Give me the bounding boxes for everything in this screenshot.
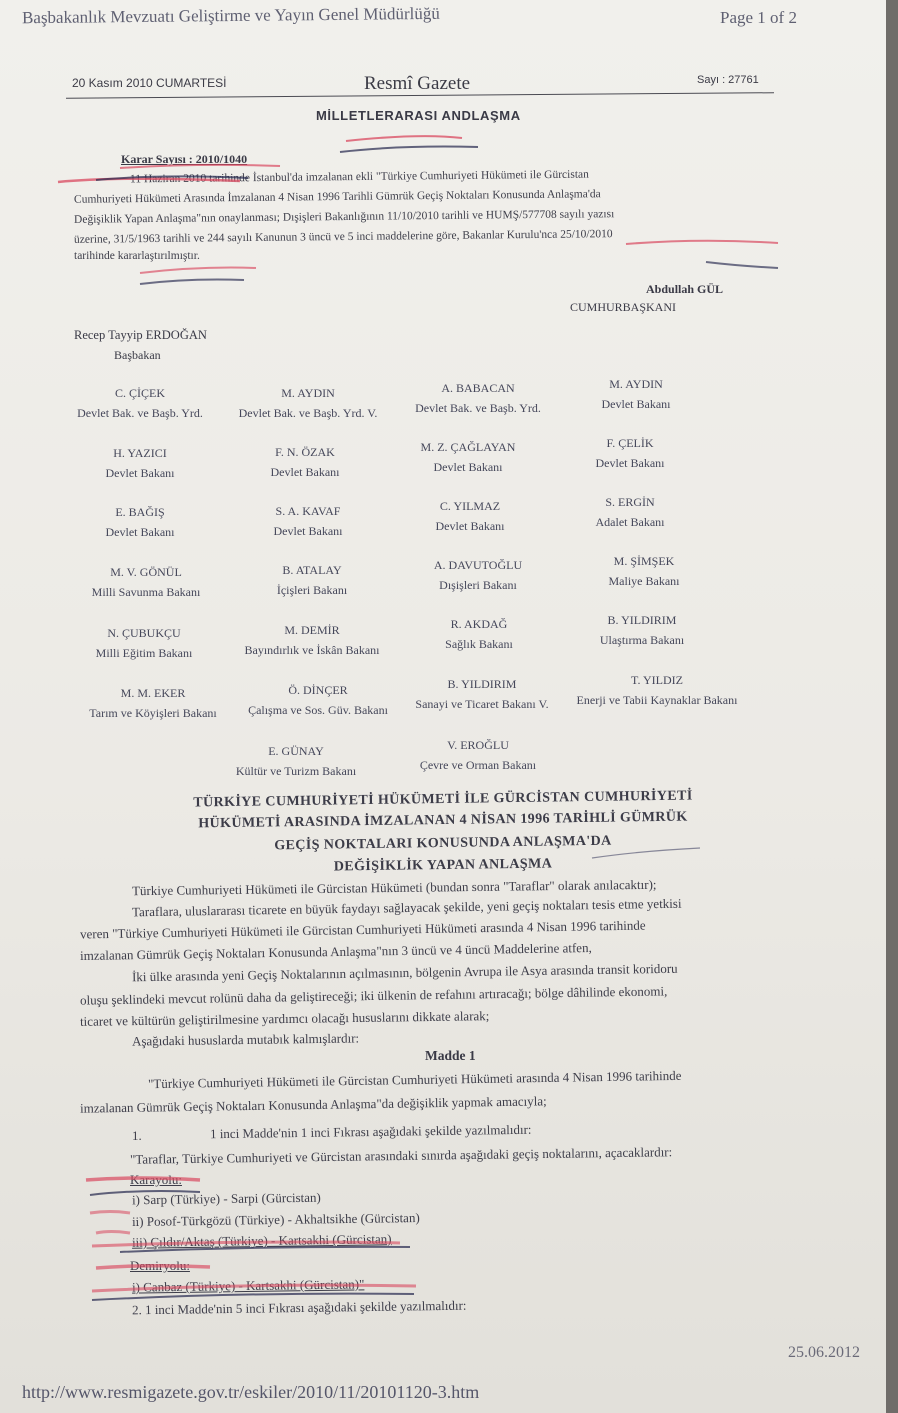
minister-title: Devlet Bakanı xyxy=(270,465,340,479)
decision-line: tarihinde kararlaştırılmıştır. xyxy=(74,250,200,262)
agreement-title-line: GEÇİŞ NOKTALARI KONUSUNDA ANLAŞMA'DA xyxy=(274,833,612,854)
minister-name: N. ÇUBUKÇU xyxy=(107,626,181,640)
agreement-title-line: TÜRKİYE CUMHURİYETİ HÜKÜMETİ İLE GÜRCİSTAN CUMHURİYETİ xyxy=(193,788,693,811)
decision-line: Değişiklik Yapan Anlaşma"nın onaylanması; Dışişleri Bakanlığının 11/10/2010 tarihli ve HUMŞ/577708 sayılı yazısı xyxy=(73,208,615,226)
minister-title: Devlet Bak. ve Başb. Yrd. xyxy=(415,401,541,415)
section-title: MİLLETLERARASI ANDLAŞMA xyxy=(316,108,521,123)
minister-name: B. YILDIRIM xyxy=(447,677,517,691)
red-pen-highlight xyxy=(96,1232,130,1234)
agreement-title-line: DEĞİŞİKLİK YAPAN ANLAŞMA xyxy=(333,856,553,875)
minister-title: Tarım ve Köyişleri Bakanı xyxy=(89,706,217,720)
minister-name: M. DEMİR xyxy=(284,623,340,637)
red-pen-underline xyxy=(140,268,256,273)
road-item: ii) Posof-Türkgözü (Türkiye) - Akhaltsikhe (Gürcistan) xyxy=(131,1209,420,1230)
gazette-issue: Sayı : 27761 xyxy=(697,74,759,86)
road-heading: Karayolu: xyxy=(130,1172,182,1187)
minister-name: M. AYDIN xyxy=(609,377,663,391)
minister-title: Devlet Bakanı xyxy=(595,456,665,470)
red-pen-highlight xyxy=(92,1285,416,1291)
dark-pen-underline xyxy=(340,147,478,152)
minister-name: C. ÇİÇEK xyxy=(114,386,166,400)
minister-title: Milli Eğitim Bakanı xyxy=(95,646,193,660)
decision-line: üzerine, 31/5/1963 tarihli ve 244 sayılı Kanunun 3 üncü ve 5 inci maddelerine göre, Bakanlar Kurulu'nca 25/10/2010 xyxy=(73,228,613,246)
minister-name: H. YAZICI xyxy=(113,446,167,460)
red-pen-underline xyxy=(120,165,280,168)
red-pen-highlight xyxy=(92,1242,400,1246)
minister-name: B. ATALAY xyxy=(282,563,342,577)
minister-title: Milli Savunma Bakanı xyxy=(91,585,201,599)
minister-name: E. BAĞIŞ xyxy=(115,505,165,519)
minister-title: Adalet Bakanı xyxy=(595,515,665,529)
minister-name: C. YILMAZ xyxy=(439,499,501,513)
minister-name: T. YILDIZ xyxy=(631,673,683,687)
body-line: ticaret ve kültürün geliştirilmesine yardımcı olacağı hususlarını dikkate alarak; xyxy=(79,1008,490,1029)
paragraph-number: 1. xyxy=(132,1128,142,1143)
minister-title: Sanayi ve Ticaret Bakanı V. xyxy=(415,697,549,711)
minister-title: Çalışma ve Sos. Güv. Bakanı xyxy=(248,703,388,717)
minister-title: Devlet Bakanı xyxy=(435,519,505,533)
agreement-title-line: HÜKÜMETİ ARASINDA İMZALANAN 4 NİSAN 1996 TARİHLİ GÜMRÜK xyxy=(198,809,688,832)
article-line: imzalanan Gümrük Geçiş Noktaları Konusunda Anlaşma"da değişiklik yapmak amacıyla; xyxy=(79,1093,547,1116)
minister-name: A. BABACAN xyxy=(441,381,515,395)
dark-pen-underline xyxy=(120,1247,410,1252)
minister-name: V. EROĞLU xyxy=(447,738,509,752)
body-line: oluşu şeklindeki mevcut rolünü daha da geliştireceği; iki ülkenin de refahını artıracağı; bölge dâhilinde ekonomi, xyxy=(79,983,668,1008)
minister-name: M. AYDIN xyxy=(281,386,335,400)
dark-pen-underline xyxy=(90,1191,200,1195)
body-line: veren "Türkiye Cumhuriyeti Hükümeti ile Gürcistan Cumhuriyeti Hükümeti arasında 4 Nisan 1996 tarihinde xyxy=(79,917,646,942)
dark-pen-underline xyxy=(706,262,778,268)
minister-name: F. N. ÖZAK xyxy=(275,445,335,459)
minister-title: Devlet Bakanı xyxy=(273,524,343,538)
body-line: Taraflara, uluslararası ticarete en büyük faydayı sağlayacak şekilde, yeni geçiş noktaları tesis etme yetkisi xyxy=(131,895,682,920)
paragraph-text: 1 inci Madde'nin 1 inci Fıkrası aşağıdaki şekilde yazılmalıdır: xyxy=(209,1121,532,1142)
minister-title: İçişleri Bakanı xyxy=(276,583,348,597)
prime-minister-title: Başbakan xyxy=(114,348,161,362)
red-pen-highlight xyxy=(86,1178,200,1180)
rail-item: i) Canbaz (Türkiye) - Kartsakhi (Gürcistan)" xyxy=(131,1276,365,1295)
minister-name: A. DAVUTOĞLU xyxy=(433,558,523,572)
dark-pen-underline xyxy=(140,280,244,285)
minister-name: M. ŞİMŞEK xyxy=(613,554,675,568)
body-line: imzalanan Gümrük Geçiş Noktaları Konusunda Anlaşma"nın 3 üncü ve 4 üncü Maddelerine atfen, xyxy=(79,939,592,964)
minister-name: M. M. EKER xyxy=(120,686,186,700)
body-line: İki ülke arasında yeni Geçiş Noktalarının açılmasının, bölgenin Avrupa ile Asya arasında transit koridoru xyxy=(131,960,678,985)
gazette-date: 20 Kasım 2010 CUMARTESİ xyxy=(72,76,227,90)
minister-title: Ulaştırma Bakanı xyxy=(599,633,685,647)
minister-name: E. GÜNAY xyxy=(268,744,324,758)
minister-title: Devlet Bak. ve Başb. Yrd. V. xyxy=(238,406,378,420)
gazette-title: Resmî Gazete xyxy=(364,73,471,94)
red-pen-highlight xyxy=(96,1266,210,1268)
president-title: CUMHURBAŞKANI xyxy=(570,300,677,314)
minister-title: Bayındırlık ve İskân Bakanı xyxy=(244,643,380,657)
decision-line: 11 Haziran 2010 tarihinde İstanbul'da imzalanan ekli "Türkiye Cumhuriyeti Hükümeti ile Gürcistan xyxy=(129,168,589,186)
president-name: Abdullah GÜL xyxy=(646,282,724,296)
body-line: Aşağıdaki hususlarda mutabık kalmışlardır: xyxy=(131,1030,360,1049)
rail-heading: Demiryolu: xyxy=(130,1258,190,1273)
minister-name: M. V. GÖNÜL xyxy=(110,565,182,579)
page-number: Page 1 of 2 xyxy=(720,8,797,27)
footer-date: 25.06.2012 xyxy=(788,1344,860,1361)
road-item: iii) Çıldır/Aktaş (Türkiye) - Kartsakhi (Gürcistan) xyxy=(131,1231,392,1250)
minister-title: Devlet Bakanı xyxy=(105,525,175,539)
minister-name: F. ÇELİK xyxy=(606,436,654,450)
quote-intro: "Taraflar, Türkiye Cumhuriyeti ve Gürcistan arasındaki sınırda aşağıdaki geçiş noktalarını, açacaklardır: xyxy=(129,1144,673,1167)
minister-name: S. ERGİN xyxy=(605,495,655,509)
minister-name: S. A. KAVAF xyxy=(275,504,341,518)
minister-title: Devlet Bakanı xyxy=(433,460,503,474)
minister-name: R. AKDAĞ xyxy=(450,617,508,631)
minister-title: Çevre ve Orman Bakanı xyxy=(419,758,537,772)
minister-title: Sağlık Bakanı xyxy=(445,637,513,651)
dark-pen-underline xyxy=(592,848,700,858)
minister-name: B. YILDIRIM xyxy=(607,613,677,627)
footer-url: http://www.resmigazete.gov.tr/eskiler/2010/11/20101120-3.htm xyxy=(22,1382,480,1402)
minister-title: Kültür ve Turizm Bakanı xyxy=(235,764,357,778)
article-line: "Türkiye Cumhuriyeti Hükümeti ile Gürcistan Cumhuriyeti Hükümeti arasında 4 Nisan 1996 tarihinde xyxy=(147,1067,682,1092)
minister-name: M. Z. ÇAĞLAYAN xyxy=(420,440,516,454)
minister-title: Devlet Bak. ve Başb. Yrd. xyxy=(77,406,203,420)
minister-title: Dışişleri Bakanı xyxy=(439,578,517,592)
decision-line: Cumhuriyeti Hükümeti Arasında İmzalanan 4 Nisan 1996 Tarihli Gümrük Geçiş Noktaları Konusunda Anlaşma'da xyxy=(73,188,601,206)
minister-name: Ö. DİNÇER xyxy=(288,683,348,697)
dark-pen-underline xyxy=(92,1294,414,1300)
prime-minister-name: Recep Tayyip ERDOĞAN xyxy=(74,328,207,342)
minister-title: Enerji ve Tabii Kaynaklar Bakanı xyxy=(576,693,738,707)
red-pen-underline xyxy=(626,241,778,244)
minister-title: Devlet Bakanı xyxy=(601,397,671,411)
red-pen-underline xyxy=(58,179,240,182)
page-edge xyxy=(886,0,898,1413)
decision-number: Karar Sayısı : 2010/1040 xyxy=(121,152,248,166)
red-pen-underline xyxy=(346,136,462,141)
paragraph-2: 2. 1 inci Madde'nin 5 inci Fıkrası aşağıdaki şekilde yazılmalıdır: xyxy=(131,1297,467,1318)
minister-title: Devlet Bakanı xyxy=(105,466,175,480)
site-header: Başbakanlık Mevzuatı Geliştirme ve Yayın Genel Müdürlüğü xyxy=(21,3,440,28)
red-pen-highlight xyxy=(90,1212,130,1214)
article-heading: Madde 1 xyxy=(425,1048,476,1063)
body-line: Türkiye Cumhuriyeti Hükümeti ile Gürcistan Hükümeti (bundan sonra "Taraflar" olarak anılacaktır); xyxy=(131,876,657,899)
minister-title: Maliye Bakanı xyxy=(608,574,680,588)
road-item: i) Sarp (Türkiye) - Sarpi (Gürcistan) xyxy=(131,1189,321,1208)
